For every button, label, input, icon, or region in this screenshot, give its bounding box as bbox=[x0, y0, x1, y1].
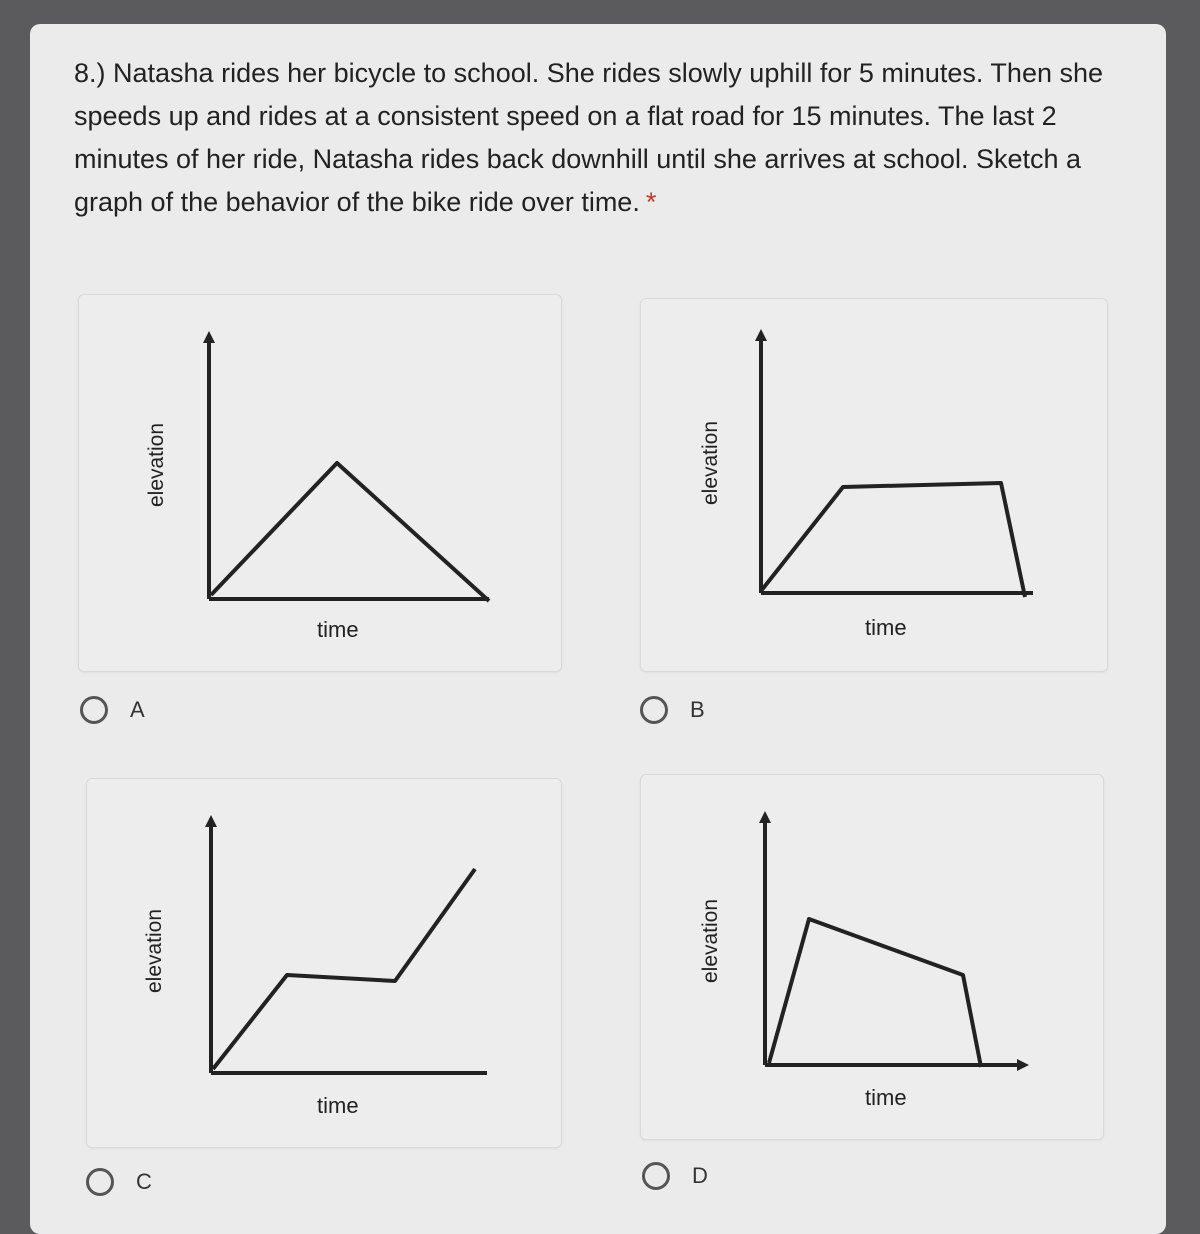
option-d-label: D bbox=[692, 1163, 708, 1188]
graph-c-y-arrow bbox=[205, 815, 217, 827]
radio-d[interactable] bbox=[642, 1162, 670, 1190]
graph-a-xlabel: time bbox=[317, 617, 359, 642]
required-asterisk: * bbox=[645, 187, 657, 217]
graph-a-ylabel: elevation bbox=[145, 422, 169, 508]
option-b-label: B bbox=[690, 697, 705, 722]
option-c-label: C bbox=[136, 1169, 152, 1194]
graph-b-y-arrow bbox=[755, 329, 767, 341]
radio-c[interactable] bbox=[86, 1168, 114, 1196]
graph-d-x-arrow bbox=[1017, 1059, 1029, 1071]
question-text bbox=[74, 52, 1134, 224]
option-b[interactable] bbox=[640, 696, 705, 724]
graph-b-line bbox=[761, 483, 1025, 597]
graph-c-line bbox=[213, 869, 475, 1069]
graph-a-y-arrow bbox=[203, 331, 215, 343]
graph-card-c bbox=[86, 778, 562, 1148]
question-body: 8.) Natasha rides her bicycle to school. She rides slowly uphill for 5 minutes. Then she speeds up and rides at a consistent speed on a flat road for 15 minutes. The last 2 minutes of her ride, Natasha rides back downhill until she arrives at school. Sketch a graph of the behavior of the bike ride over time. bbox=[74, 58, 1104, 217]
graph-b-xlabel: time bbox=[865, 615, 907, 640]
graph-card-b bbox=[640, 298, 1108, 672]
graph-b-ylabel: elevation bbox=[699, 420, 723, 506]
graph-c-xlabel: time bbox=[317, 1093, 359, 1118]
graph-c-ylabel: elevation bbox=[143, 908, 167, 994]
graph-d-y-arrow bbox=[759, 811, 771, 823]
option-a-label: A bbox=[130, 697, 145, 722]
graph-card-d bbox=[640, 774, 1104, 1140]
graph-card-a bbox=[78, 294, 562, 672]
graph-a-line bbox=[211, 463, 489, 601]
radio-a[interactable] bbox=[80, 696, 108, 724]
option-a[interactable] bbox=[80, 696, 145, 724]
radio-b[interactable] bbox=[640, 696, 668, 724]
option-c[interactable] bbox=[86, 1168, 152, 1196]
option-d[interactable] bbox=[642, 1162, 708, 1190]
graph-d-ylabel: elevation bbox=[699, 898, 723, 984]
graph-d-line bbox=[769, 919, 981, 1067]
graph-d-xlabel: time bbox=[865, 1085, 907, 1110]
